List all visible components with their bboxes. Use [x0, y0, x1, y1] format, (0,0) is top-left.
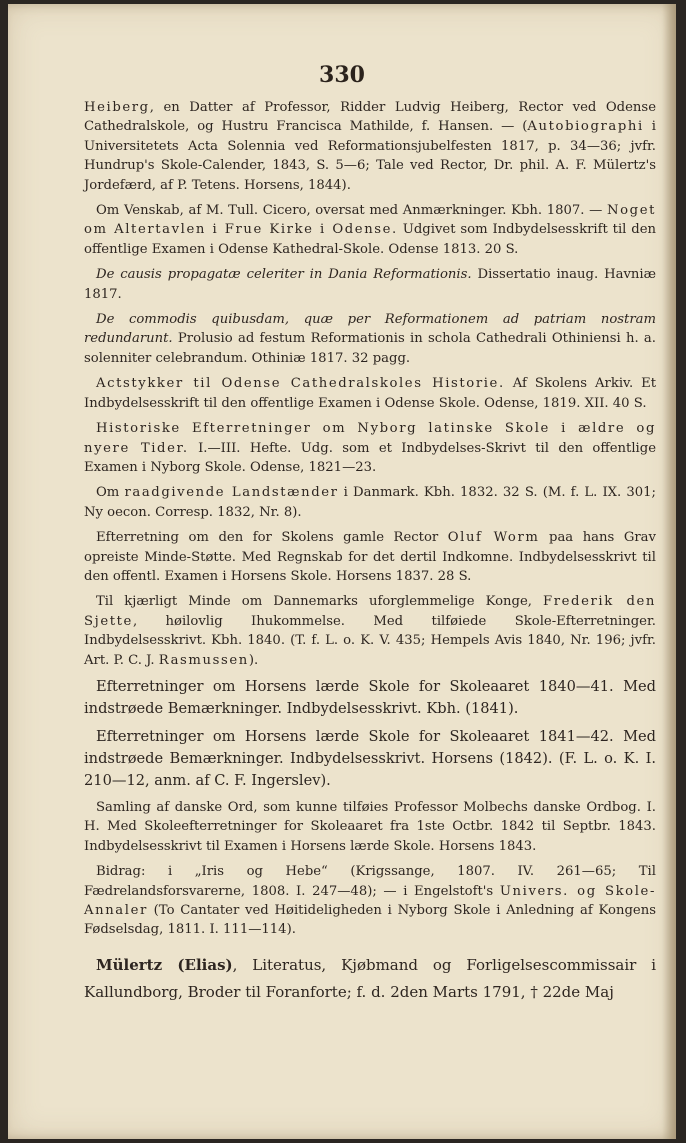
- paragraph-continuation: [84, 98, 656, 195]
- bibliography-entry: [84, 201, 656, 259]
- text-run: i Danmark. Kbh. 1832. 32 S. (M. f. L. IX. 301; Ny oecon. Corresp. 1832, Nr. 8).: [84, 485, 656, 520]
- text-run: ).: [248, 652, 259, 668]
- bibliography-entry: [84, 592, 656, 670]
- page-body: [84, 98, 656, 1012]
- text-run: i Universitetets Acta Solennia ved Reformationsjubelfesten 1817, p. 34—36; jvfr. Hundrup's Skole-Calender, 1843, S. 5—6; Tale ved Rector, Dr. phil. A. F. Mülertz's Jordefærd, af P. Tetens. Horsens, 1844).: [84, 119, 656, 193]
- text-run: Historiske Efterretninger om Nyborg latinske Skole i ældre og nyere Tider.: [84, 421, 656, 456]
- text-run: Univers. og Skole-Annaler: [84, 883, 656, 918]
- bibliography-entry: [84, 676, 656, 720]
- bibliography-entry: [84, 310, 656, 368]
- text-run: Actstykker til Odense Cathedralskoles Historie.: [96, 376, 505, 392]
- bibliography-entry: [84, 419, 656, 477]
- text-run: raadgivende Landstænder: [124, 485, 339, 501]
- text-run: Oluf Worm: [447, 530, 540, 546]
- bibliography-entry: [84, 528, 656, 586]
- bibliography-entry: [84, 862, 656, 940]
- book-page: [8, 4, 676, 1139]
- text-run: Af Skolens Arkiv. Et Indbydelsesskrift til den offentlige Examen i Odense Skole. Odense, 1819. XII. 40 S.: [84, 376, 656, 411]
- text-run: Autobiographi: [527, 119, 644, 135]
- text-run: Bidrag: i „Iris og Hebe“ (Krigssange, 1807. IV. 261—65; Til Fædrelandsforsvarerne, 1808. I. 247—48); — i Engelstoft's: [84, 864, 656, 899]
- page-spine-shadow: [662, 4, 676, 1139]
- text-run: Noget om Altertavlen i Frue Kirke i Odense.: [84, 203, 656, 238]
- text-run: Efterretninger om Horsens lærde Skole for Skoleaaret 1841—42. Med indstrøede Bemærkninger. Indbydelsesskrivt. Horsens (1842). (F. L. o. K. I. 210—12, anm. af C. F. Ingerslev).: [84, 727, 656, 789]
- bibliography-entry: [84, 798, 656, 856]
- text-run: paa hans Grav opreiste Minde-Støtte. Med Regnskab for det dertil Indkomne. Indbydelsesskrivt til den offentl. Examen i Horsens Skole. Horsens 1837. 28 S.: [84, 530, 656, 584]
- text-run: Til kjærligt Minde om Dannemarks uforglemmelige Konge,: [96, 594, 543, 610]
- text-run: , høilovlig Ihukommelse. Med tilføiede Skole-Efterretninger. Indbydelsesskrivt. Kbh. 1840. (T. f. L. o. K. V. 435; Hempels Avis 1840, Nr. 196; jvfr. Art. P. C. J.: [84, 613, 656, 668]
- bibliography-entry: [84, 265, 656, 304]
- text-run: Om: [96, 485, 125, 501]
- text-run: De causis propagatæ celeriter in Dania Reformationis.: [96, 267, 472, 283]
- text-run: Udgivet som Indbydelsesskrift til den offentlige Examen i Odense Kathedral-Skole. Odense 1813. 20 S.: [84, 222, 656, 257]
- text-run: (To Cantater ved Høitideligheden i Nyborg Skole i Anledning af Kongens Fødselsdag, 1811. I. 111—114).: [84, 903, 656, 938]
- text-run: De commodis quibusdam, quæ per Reformationem ad patriam nostram redundarunt.: [84, 312, 656, 347]
- text-run: Rasmussen: [158, 652, 249, 668]
- page-number: 330: [319, 62, 365, 88]
- text-run: Samling af danske Ord, som kunne tilføies Professor Molbechs danske Ordbog. I. H. Med Skoleefterretninger for Skoleaaret fra 1ste Octbr. 1842 til Septbr. 1843. Indbydelsesskrivt til Examen i Horsens lærde Skole. Horsens 1843.: [84, 799, 656, 854]
- text-run: Efterretninger om Horsens lærde Skole for Skoleaaret 1840—41. Med indstrøede Bemærkninger. Indbydelsesskrivt. Kbh. (1841).: [84, 677, 656, 717]
- text-run: Om Venskab, af M. Tull. Cicero, oversat med Anmærkninger. Kbh. 1807. —: [96, 203, 607, 219]
- text-run: Dissertatio inaug. Havniæ 1817.: [84, 267, 656, 302]
- bibliography-entry: [84, 726, 656, 792]
- text-run: Frederik den Sjette: [84, 594, 656, 629]
- bibliography-entry: [84, 483, 656, 522]
- text-run: , Literatus, Kjøbmand og Forligelsescommissair i Kallundborg, Broder til Foranforte; f. d. 2den Marts 1791, † 22de Maj: [84, 955, 656, 1001]
- text-run: , en Datter af Professor, Ridder Ludvig Heiberg, Rector ved Odense Cathedralskole, og Hustru Francisca Mathilde, f. Hansen. — (: [84, 100, 656, 135]
- text-run: Heiberg: [84, 100, 150, 115]
- bibliography-entry: [84, 374, 656, 413]
- text-run: I.—III. Hefte. Udg. som et Indbydelses-Skrivt til den offentlige Examen i Nyborg Skole. Odense, 1821—23.: [84, 440, 657, 475]
- entry-heading-paragraph: [84, 952, 656, 1006]
- text-run: Efterretning om den for Skolens gamle Rector: [96, 530, 448, 546]
- text-run: Mülertz (Elias): [96, 955, 233, 974]
- text-run: Prolusio ad festum Reformationis in schola Cathedrali Othiniensi h. a. solenniter celebrandum. Othiniæ 1817. 32 pagg.: [84, 331, 656, 366]
